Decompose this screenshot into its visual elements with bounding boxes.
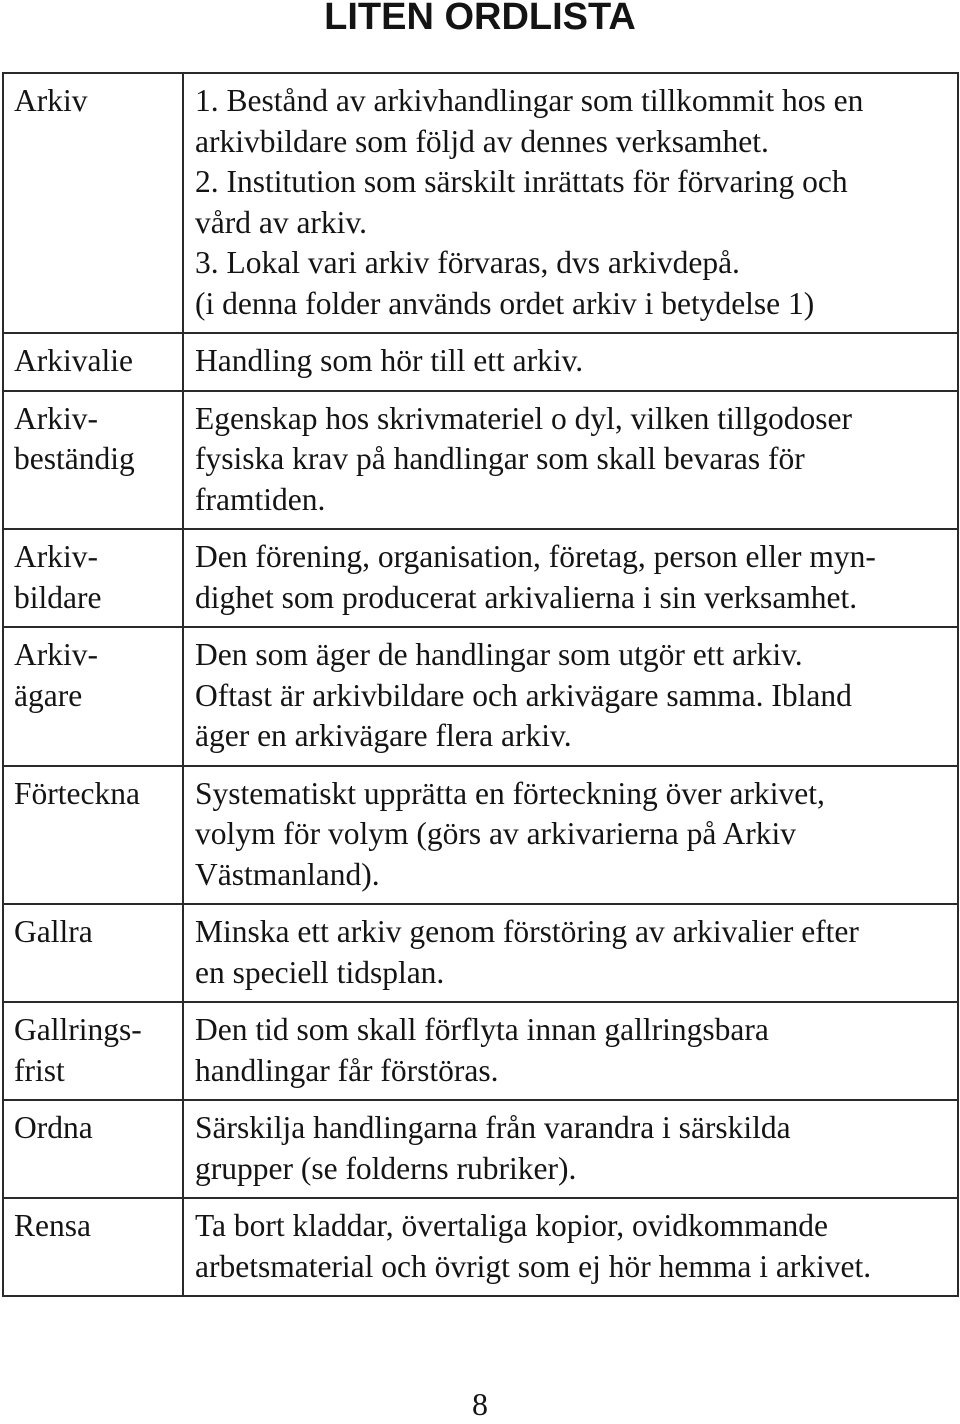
term-cell [3,1198,183,1296]
definition-cell [183,627,958,766]
definition-text: arkivbildare som följd av dennes verksamhet. [195,123,769,159]
glossary-body [3,73,958,1296]
definition-text: Ta bort kladdar, övertaliga kopior, ovidkommande [195,1208,828,1243]
term-cell [3,1002,183,1100]
term-text: Arkiv- [14,539,98,574]
term-cell [3,391,183,530]
definition-text: Minska ett arkiv genom förstöring av arkivalier efter [195,914,859,949]
term-cell [3,73,183,333]
definition-text: Den tid som skall förflyta innan gallringsbara [195,1012,769,1047]
glossary-row [3,73,958,333]
glossary-row [3,1100,958,1198]
glossary-row [3,1002,958,1100]
term-text: ägare [14,677,83,713]
term-cell [3,766,183,905]
term-cell [3,1100,183,1198]
definition-text: 1. Bestånd av arkivhandlingar som tillkommit hos en [195,83,864,118]
definition-text: Den förening, organisation, företag, person eller myn- [195,539,876,574]
definition-text: Systematiskt upprätta en förteckning över arkivet, [195,775,825,811]
definition-text: 2. Institution som särskilt inrättats för förvaring och [195,164,848,199]
definition-text: dighet som producerat arkivalierna i sin verksamhet. [195,579,858,615]
term-cell [3,627,183,766]
term-text: Arkivalie [14,343,133,378]
definition-text: Den som äger de handlingar som utgör ett arkiv. [195,637,803,672]
page-number: 8 [472,1386,488,1422]
definition-cell [183,766,958,905]
glossary-row [3,627,958,766]
term-cell [3,529,183,627]
term-text: Arkiv [14,83,88,118]
term-text: Ordna [14,1110,93,1145]
definition-text: volym för volym (görs av arkivarierna på Arkiv [195,816,796,851]
definition-text: Västmanland). [195,856,380,892]
term-text: Rensa [14,1208,91,1243]
definition-text: framtiden. [195,481,326,517]
definition-cell [183,1100,958,1198]
term-text: Gallrings- [14,1012,142,1047]
glossary-row [3,391,958,530]
definition-cell [183,1198,958,1296]
term-cell [3,904,183,1002]
definition-text: en speciell tidsplan. [195,954,445,990]
definition-text: äger en arkivägare flera arkiv. [195,718,572,753]
glossary-row [3,529,958,627]
term-text: frist [14,1052,65,1088]
definition-text: arbetsmaterial och övrigt som ej hör hemma i arkivet. [195,1248,872,1284]
definition-text: handlingar får förstöras. [195,1052,499,1088]
term-cell [3,333,183,391]
definition-text: vård av arkiv. [195,204,368,240]
definition-cell [183,333,958,391]
definition-text: 3. Lokal vari arkiv förvaras, dvs arkivdepå. [195,245,740,280]
glossary-row [3,333,958,391]
definition-cell [183,904,958,1002]
term-text: Arkiv- [14,637,98,672]
definition-cell [183,73,958,333]
term-text: Förteckna [14,775,140,811]
term-text: bildare [14,579,102,615]
term-text: beständig [14,441,135,476]
term-text: Arkiv- [14,400,98,436]
definition-text: Oftast är arkivbildare och arkivägare samma. Ibland [195,677,852,713]
definition-text: fysiska krav på handlingar som skall bevaras för [195,441,805,476]
glossary-row [3,904,958,1002]
definition-cell [183,391,958,530]
definition-text: Handling som hör till ett arkiv. [195,343,584,378]
definition-text: grupper (se folderns rubriker). [195,1150,577,1186]
page-title: LITEN ORDLISTA [324,0,636,38]
definition-cell [183,529,958,627]
glossary-row [3,766,958,905]
glossary-row [3,1198,958,1296]
definition-text: Egenskap hos skrivmateriel o dyl, vilken tillgodoser [195,400,853,436]
term-text: Gallra [14,914,93,949]
definition-cell [183,1002,958,1100]
definition-text: Särskilja handlingarna från varandra i särskilda [195,1110,791,1145]
glossary-table [2,72,959,1297]
definition-text: (i denna folder används ordet arkiv i betydelse 1) [195,285,815,321]
